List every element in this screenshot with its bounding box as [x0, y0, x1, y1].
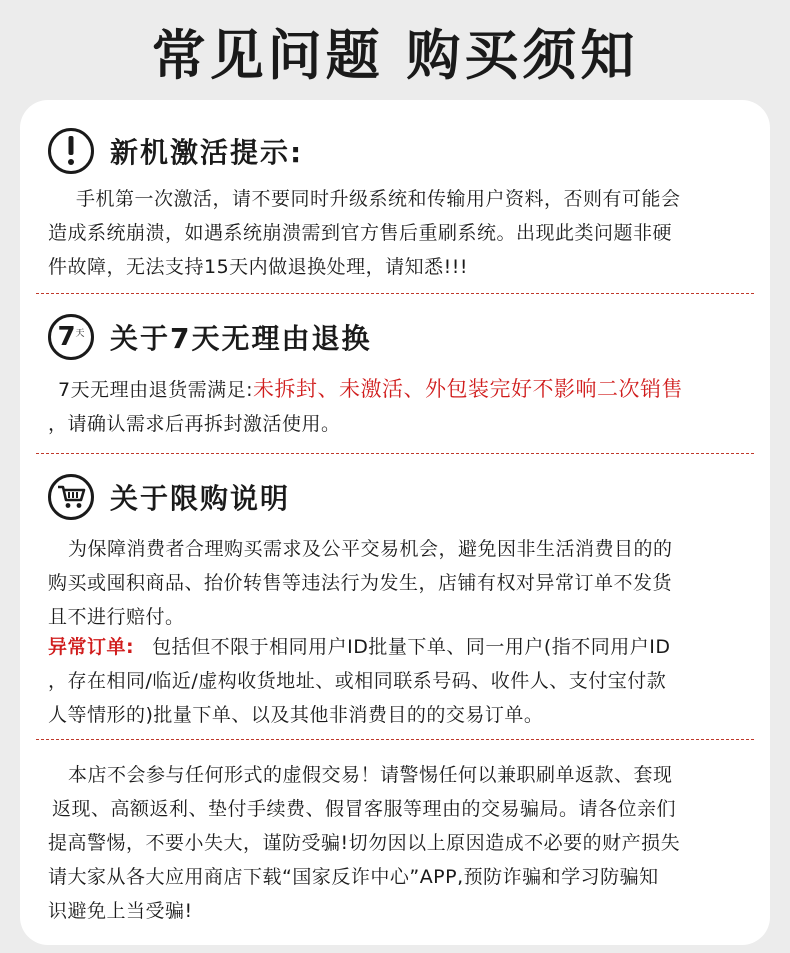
fraud-line-3: 提高警惕，不要小失大，谨防受骗!切勿因以上原因造成不必要的财产损失	[48, 832, 681, 854]
abnormal-line-1	[48, 630, 748, 664]
return-conditions: 未拆封、未激活、外包装完好不影响二次销售	[253, 377, 683, 401]
fraud-line-5: 识避免上当受骗!	[48, 900, 193, 922]
fraud-warning-body	[48, 758, 748, 928]
activation-line-3: 件故障，无法支持15天内做退换处理，请知悉!!!	[48, 256, 469, 278]
divider	[36, 293, 754, 294]
shopping-cart-icon	[48, 474, 94, 520]
fraud-line-2: 返现、高额返利、垫付手续费、假冒客服等理由的交易骗局。请各位亲们	[52, 798, 677, 820]
limit-line-3: 且不进行赔付。	[48, 606, 185, 628]
return-heading	[48, 312, 371, 362]
activation-body	[48, 182, 748, 284]
divider	[36, 453, 754, 454]
limit-heading-text: 关于限购说明	[110, 482, 291, 515]
return-line-1	[48, 372, 748, 407]
limit-body	[48, 532, 748, 634]
abnormal-order-body	[48, 630, 748, 732]
abnormal-line-1-text: 包括但不限于相同用户ID批量下单、同一用户(指不同用户ID	[152, 636, 671, 658]
return-body	[48, 372, 748, 441]
activation-line-1: 手机第一次激活，请不要同时升级系统和传输用户资料，否则有可能会	[76, 188, 681, 210]
seven-days-icon: 7 天	[48, 314, 94, 360]
abnormal-line-3: 人等情形的)批量下单、以及其他非消费目的的交易订单。	[48, 704, 544, 726]
activation-heading-text: 新机激活提示:	[110, 136, 304, 169]
return-requirement-label: 7天无理由退货需满足:	[58, 379, 253, 401]
activation-line-2: 造成系统崩溃，如遇系统崩溃需到官方售后重刷系统。出现此类问题非硬	[48, 222, 673, 244]
page-title: 常见问题 购买须知	[151, 24, 639, 87]
limit-line-1: 为保障消费者合理购买需求及公平交易机会，避免因非生活消费目的的	[68, 538, 673, 560]
exclamation-icon	[48, 128, 94, 174]
return-line-2: ，请确认需求后再拆封激活使用。	[48, 413, 341, 435]
abnormal-line-2: ，存在相同/临近/虚构收货地址、或相同联系号码、收件人、支付宝付款	[48, 670, 667, 692]
divider	[36, 739, 754, 740]
return-heading-text: 关于7天无理由退换	[110, 322, 372, 355]
fraud-line-4: 请大家从各大应用商店下载“国家反诈中心”APP,预防诈骗和学习防骗知	[48, 866, 659, 888]
activation-heading	[48, 126, 303, 176]
notice-card	[20, 100, 770, 945]
abnormal-order-label: 异常订单:	[48, 636, 135, 658]
fraud-line-1: 本店不会参与任何形式的虚假交易！请警惕任何以兼职刷单返款、套现	[68, 764, 673, 786]
limit-line-2: 购买或囤积商品、抬价转售等违法行为发生，店铺有权对异常订单不发货	[48, 572, 673, 594]
limit-heading	[48, 472, 290, 522]
